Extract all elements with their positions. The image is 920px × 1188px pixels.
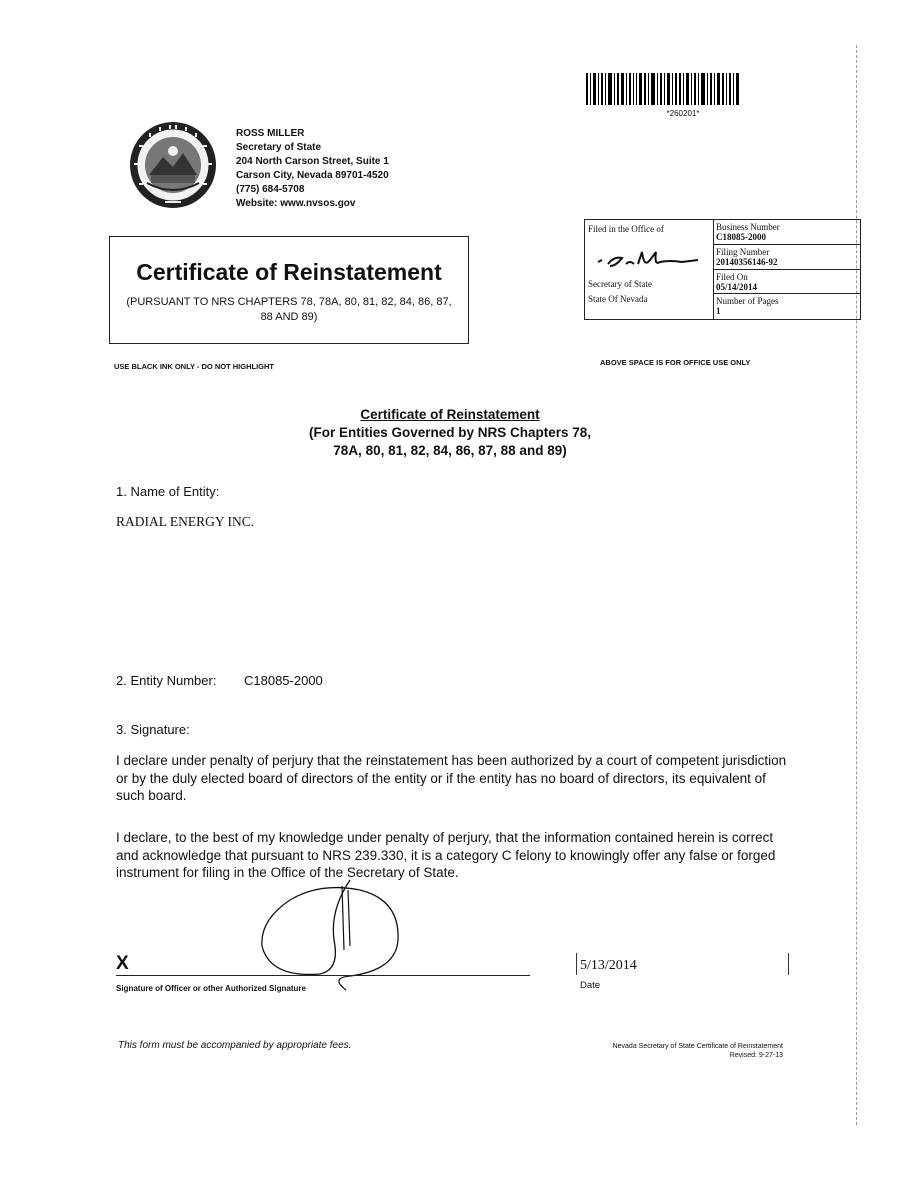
filing-values	[713, 220, 860, 319]
entity-name-label: 1. Name of Entity:	[116, 484, 220, 499]
official-title: Secretary of State	[236, 142, 322, 153]
barcode	[586, 73, 780, 105]
filing-number-value: 20140356146-92	[716, 256, 778, 267]
certificate-title: Certificate of Reinstatement	[136, 259, 442, 285]
filing-number-cell	[713, 245, 860, 270]
form-heading-title: Certificate of Reinstatement	[360, 407, 540, 422]
form-heading	[250, 406, 650, 460]
entity-number-label: 2. Entity Number:	[116, 673, 217, 688]
barcode-number: *260201*	[666, 109, 700, 118]
pages-cell	[713, 294, 860, 319]
secretary-address-block	[236, 127, 389, 211]
form-footer-info	[565, 1042, 783, 1060]
declaration-accuracy: I declare, to the best of my knowledge under penalty of perjury, that the information contained herein is correct and acknowledge that pursuant to NRS 239.330, it is a category C felony to knowingly offer any false or forged instrument for filing in the Office of the Secretary of State.	[116, 830, 776, 880]
filed-on-value: 05/14/2014	[716, 281, 758, 292]
certificate-title-box	[109, 236, 469, 344]
business-number-label: Business Number	[716, 222, 780, 232]
secretary-of-state-label: Secretary of State	[588, 279, 652, 289]
declaration-authorization: I declare under penalty of perjury that the reinstatement has been authorized by a court of competent jurisdiction or by the duly elected board of directors of the entity or if the entity has no board of directors, its equivalent of such board.	[116, 753, 787, 803]
form-heading-line-3: 78A, 80, 81, 82, 84, 86, 87, 88 and 89)	[333, 443, 567, 458]
form-revision: Revised: 9-27-13	[729, 1052, 783, 1059]
state-label: State Of Nevada	[588, 294, 648, 304]
pages-label: Number of Pages	[716, 296, 779, 307]
certificate-subtitle: (PURSUANT TO NRS CHAPTERS 78, 78A, 80, 81, 82, 84, 86, 87, 88 AND 89)	[126, 296, 452, 323]
form-heading-line-2: (For Entities Governed by NRS Chapters 78,	[308, 425, 592, 440]
signature-date-label: Date	[580, 980, 601, 991]
secretary-signature-stamp	[590, 246, 710, 272]
filed-in-office-label: Filed in the Office of	[588, 224, 664, 234]
address-line-2: Carson City, Nevada 89701-4520	[236, 170, 389, 181]
pages-value: 1	[716, 306, 721, 317]
entity-number-value: C18085-2000	[244, 673, 323, 688]
filed-on-cell	[713, 270, 860, 295]
officer-signature	[250, 870, 420, 1000]
form-name: Nevada Secretary of State Certificate of Reinstatement	[612, 1043, 783, 1050]
signature-date-value: 5/13/2014	[580, 958, 637, 973]
filed-on-label: Filed On	[716, 271, 748, 282]
website: Website: www.nvsos.gov	[236, 198, 356, 209]
entity-name-value: RADIAL ENERGY INC.	[116, 514, 255, 529]
business-number-value: C18085-2000	[716, 232, 766, 242]
nevada-state-seal	[129, 121, 217, 209]
phone-number: (775) 684-5708	[236, 184, 305, 195]
fees-note: This form must be accompanied by appropriate fees.	[118, 1040, 352, 1051]
signature-x-mark: X	[116, 953, 129, 974]
signature-label: Signature of Officer or other Authorized Signature	[116, 984, 306, 993]
office-use-note: ABOVE SPACE IS FOR OFFICE USE ONLY	[600, 358, 751, 367]
scan-edge-line	[856, 45, 858, 1125]
filing-number-label: Filing Number	[716, 246, 770, 257]
signature-line	[116, 975, 530, 976]
ink-instruction: USE BLACK INK ONLY - DO NOT HIGHLIGHT	[114, 362, 275, 371]
signature-section-label: 3. Signature:	[116, 722, 190, 737]
address-line-1: 204 North Carson Street, Suite 1	[236, 156, 389, 167]
business-number-cell	[713, 220, 860, 245]
official-name: ROSS MILLER	[236, 128, 305, 139]
